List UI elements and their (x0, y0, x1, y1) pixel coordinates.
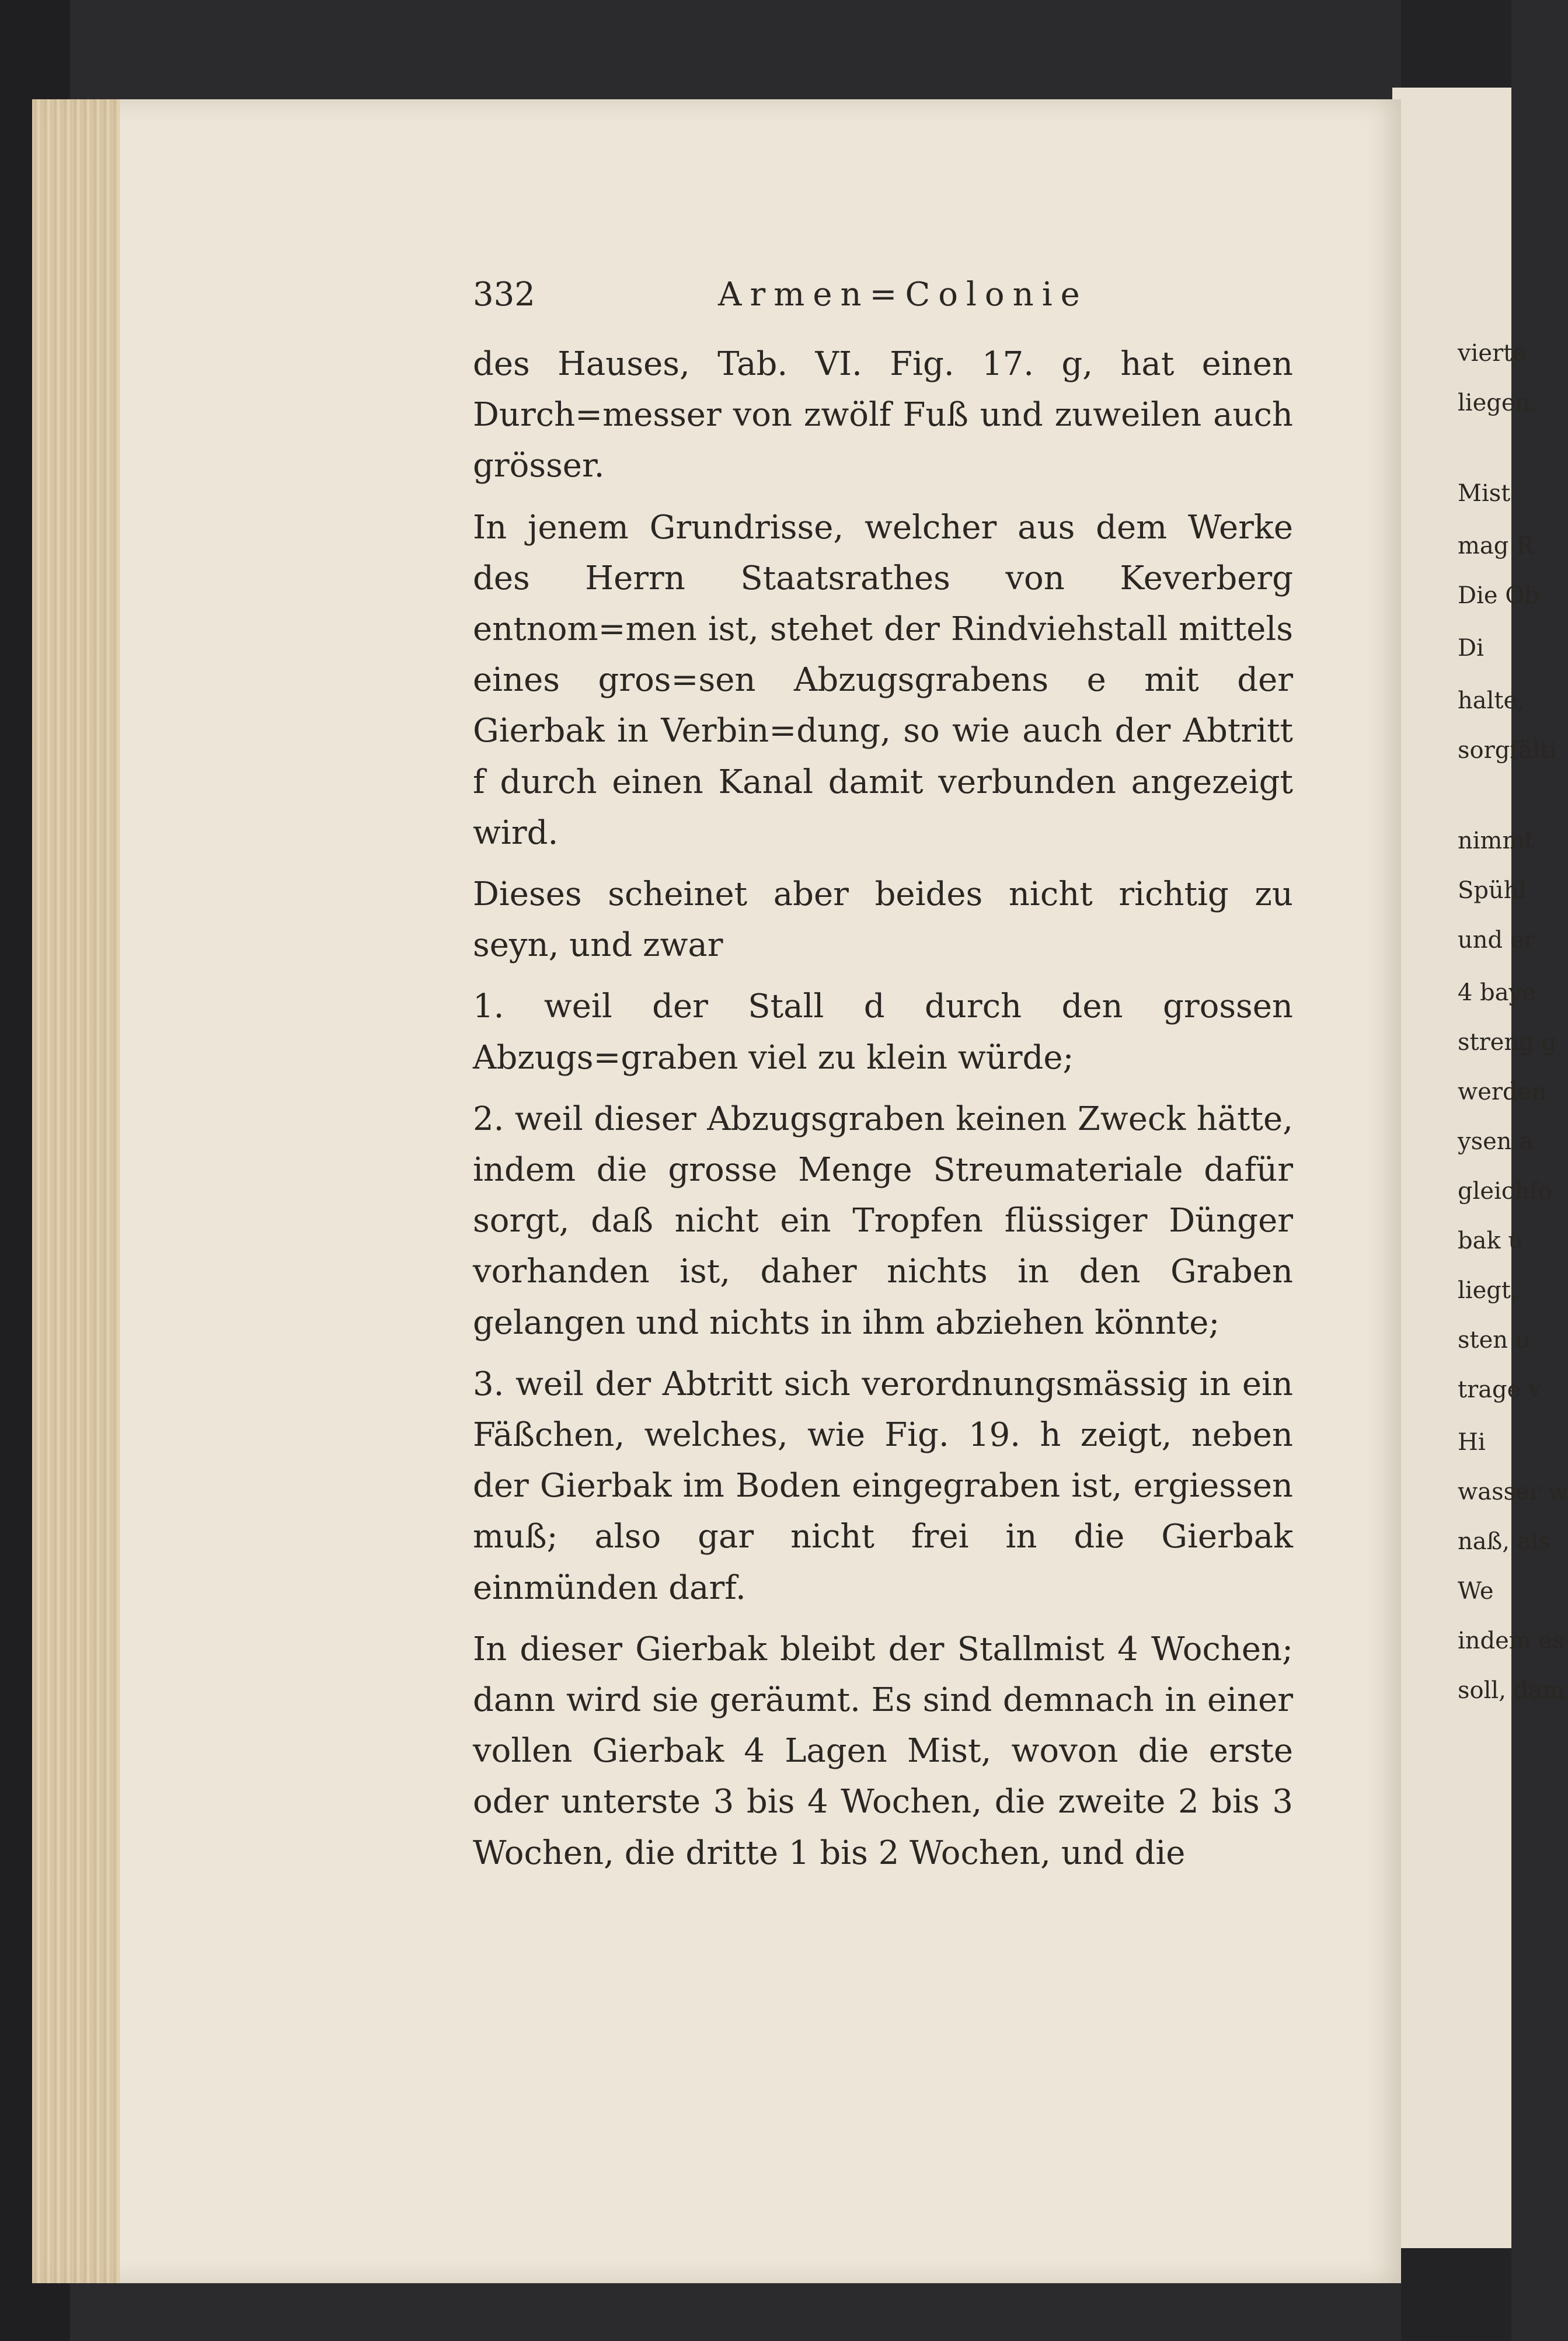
next-page-fragment: Spühl (1458, 877, 1527, 904)
next-page-fragment: und er (1458, 927, 1535, 954)
next-page-fragment: Die Ob (1458, 582, 1539, 609)
next-page-fragment: Di (1458, 635, 1484, 662)
running-title: Armen=Colonie (718, 276, 1088, 314)
next-page-fragment: trage v (1458, 1376, 1542, 1403)
next-page-fragment: sorgfälti (1458, 737, 1557, 764)
list-item: 2. weil dieser Abzugsgraben keinen Zweck hätte, indem die grosse Menge Streumateriale dafür sorgt, daß nicht ein Tropfen flüssiger Dünger vorhanden ist, daher nichts in den Graben gelangen und nichts in ihm abziehen könnte; (473, 1100, 1293, 1342)
page-number: 332 (473, 276, 535, 314)
next-page-fragment: mag R (1458, 533, 1534, 559)
paragraph: des Hauses, Tab. VI. Fig. 17. g, hat einen Durch=messer von zwölf Fuß und zuweilen auch grösser. (473, 345, 1293, 485)
next-page-fragment: soll, dam (1458, 1677, 1565, 1704)
next-page-fragment: vierte (1458, 340, 1527, 367)
next-page-fragment: naß, als (1458, 1528, 1550, 1555)
next-page-fragment: liegen. (1458, 389, 1538, 416)
next-page-fragment: bak u (1458, 1227, 1524, 1254)
paragraph: In dieser Gierbak bleibt der Stallmist 4 Wochen; dann wird sie geräumt. Es sind demnach in einer vollen Gierbak 4 Lagen Mist, wovon die erste oder unterste 3 bis 4 Wochen, die zweite 2 bis 3 Wochen, die dritte 1 bis 2 Wochen, und die (473, 1630, 1293, 1872)
list-item: 3. weil der Abtritt sich verordnungsmässig in ein Fäßchen, welches, wie Fig. 19. h zeigt, neben der Gierbak im Boden eingegraben ist, ergiessen muß; also gar nicht frei in die Gierbak einmünden darf. (473, 1365, 1293, 1607)
next-page-fragment: indem es (1458, 1627, 1564, 1654)
body-text (473, 339, 1293, 1879)
running-header (473, 274, 1088, 315)
paragraph: In jenem Grundrisse, welcher aus dem Werke des Herrn Staatsrathes von Keverberg entnom=men ist, stehet der Rindviehstall mittels eines gros=sen Abzugsgrabens e mit der Gierbak in Verbin=dung, so wie auch der Abtritt f durch einen Kanal damit verbunden angezeigt wird. (473, 508, 1293, 852)
next-page-fragment: gleichfo (1458, 1178, 1552, 1205)
next-page-fragment: streng g (1458, 1029, 1557, 1056)
next-page-fragment: werden (1458, 1079, 1547, 1105)
next-page-fragment: halte, (1458, 687, 1525, 714)
next-page-fragment: wasser w (1458, 1479, 1568, 1505)
list-item: 1. weil der Stall d durch den grossen Abzugs=graben viel zu klein würde; (473, 987, 1293, 1077)
next-page-fragment: 4 baye (1458, 979, 1536, 1006)
next-page-fragment: Hi (1458, 1429, 1486, 1456)
next-page-fragment: sten u (1458, 1327, 1531, 1354)
next-page-fragment: We (1458, 1578, 1494, 1605)
page-edge (32, 99, 120, 2283)
paragraph: Dieses scheinet aber beides nicht richtig zu seyn, und zwar (473, 875, 1293, 965)
next-page-fragment: Mist (1458, 480, 1511, 507)
next-page-fragment: ysen a (1458, 1128, 1534, 1155)
next-page-fragment: nimmt (1458, 827, 1534, 854)
next-page-fragment: liegt, (1458, 1277, 1518, 1304)
next-page-edge (1392, 88, 1568, 2248)
